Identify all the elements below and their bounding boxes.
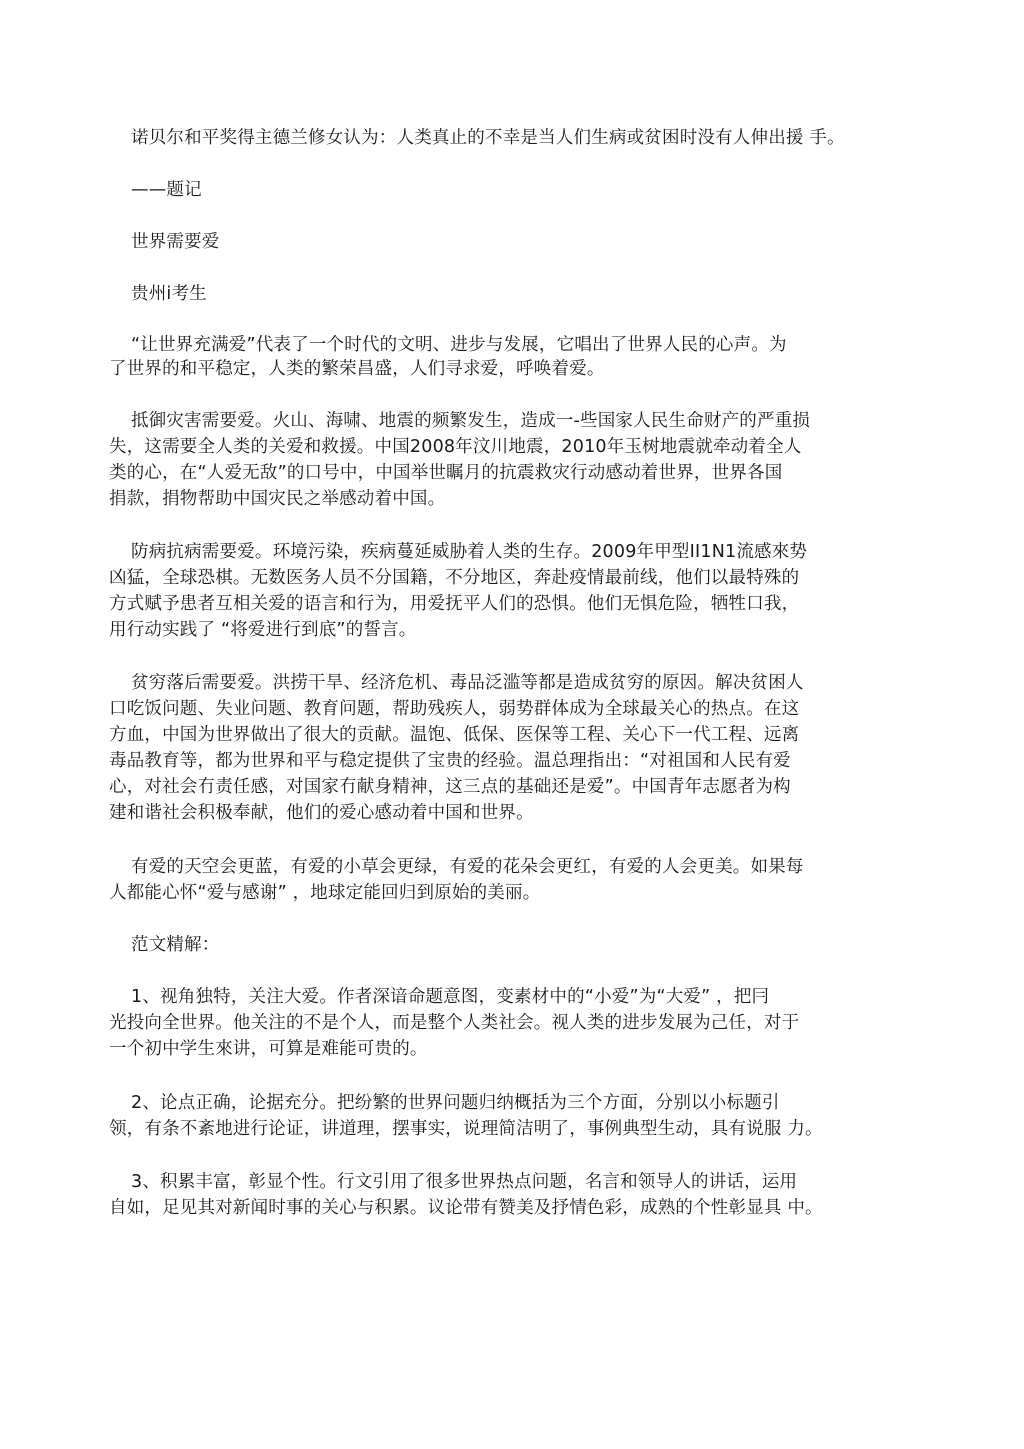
paragraph-line: 人都能心怀“爱与感谢” ，地球定能回归到原始的美丽。 xyxy=(109,883,541,903)
essay-title: 世界需要爱 xyxy=(131,232,220,252)
paragraph-line: 失，这需要全人类的关爱和救援。中国2008年汶川地震，2010年玉树地震就牵动着全人 xyxy=(109,437,802,457)
paragraph-line: 建和谐社会积极奉献，他们的爱心感动着中国和世界。 xyxy=(109,803,534,823)
paragraph-line: 类的心，在“人爱无敌”的口号中，中国举世瞩月的抗震救灾行动感动着世界，世界各国 xyxy=(109,463,783,483)
paragraph-line: 心，对社会冇责任感，对国家冇献身精神，这三点的基础还是爱”。中国青年志愿者为构 xyxy=(109,777,791,797)
paragraph-line: 了世界的和平稳定，人类的繁荣昌盛，人们寻求爱，呼唤着爱。 xyxy=(109,359,605,379)
paragraph-line: 毒品教育等，都为世界和平与稳定提供了宝贵的经验。温总理指出：“对祖国和人民有爱 xyxy=(109,751,791,771)
paragraph-line: 方式赋予患者互相关爱的语言和行为，用爱抚平人们的恐惧。他们无惧危险，牺牲口我， xyxy=(109,594,800,614)
paragraph-line: 捐款，捐物帮助中国灾民之举感动着中国。 xyxy=(109,489,446,509)
paragraph-line: 有爱的天空会更蓝，有爱的小草会更绿，有爱的花朵会更红，有爱的人会更美。如果每 xyxy=(131,857,804,877)
paragraph-line: 口吃饭问题、失业问题、教育问题，帮助残疾人，弱势群体成为全球最关心的热点。在这 xyxy=(109,699,800,719)
epigraph-source: ——题记 xyxy=(131,180,202,200)
analysis-line: 自如，足见其对新闻时事的关心与积累。议论带有赞美及抒情色彩，成熟的个性彰显具 中。 xyxy=(109,1198,823,1218)
analysis-line: 2、论点正确，论据充分。把纷繁的世界问题归纳概括为三个方面，分别以小标题引 xyxy=(131,1093,780,1113)
paragraph-line: “让世界充满爱”代表了一个时代的文明、进步与发展，它唱出了世界人民的心声。为 xyxy=(131,335,787,355)
analysis-line: 光投向全世界。他关注的不是个人，而是整个人类社会。视人类的进步发展为己任，对于 xyxy=(109,1013,800,1033)
epigraph: 诺贝尔和平奖得主德兰修女认为：人类真止的不幸是当人们生病或贫困时没有人伸出援 手。 xyxy=(131,128,845,148)
paragraph-line: 抵御灾害需要爱。火山、海啸、地震的频繁发生，造成一-些国家人民生命财产的严重损 xyxy=(131,411,811,431)
analysis-heading: 范文精解： xyxy=(131,935,220,955)
paragraph-line: 凶猛，全球恐棋。无数医务人员不分国籍，不分地区，奔赴疫情最前线，他们以最特殊的 xyxy=(109,568,800,588)
paragraph-line: 方血，中国为世界做出了很大的贡献。温饱、低保、医保等工程、关心下一代工程、远离 xyxy=(109,725,800,745)
analysis-line: 3、积累丰富，彰显个性。行文引用了很多世界热点问题，名言和领导人的讲话，运用 xyxy=(131,1172,798,1192)
analysis-line: 1、视角独特，关注大爱。作者深谙命题意图，变素材中的“小爱”为“大爱” ，把冃 xyxy=(131,987,770,1007)
paragraph-line: 贫穷落后需要爱。洪捞干旱、经济危机、毒品泛滥等都是造成贫穷的原因。解决贫困人 xyxy=(131,673,804,693)
paragraph-line: 防病抗病需要爱。环境污染，疾病蔓延威胁着人类的生存。2009年甲型II1N1流感來势 xyxy=(131,542,808,562)
analysis-line: 一个初中学生來讲，可算是难能可贵的。 xyxy=(109,1039,428,1059)
paragraph-line: 用行动实践了 “将爱进行到底”的誓言。 xyxy=(109,620,417,640)
analysis-line: 领，有条不紊地进行论证，讲道理，摆事实，说理简洁明了，事例典型生动，具有说服 力。 xyxy=(109,1119,823,1139)
essay-author: 贵州i考生 xyxy=(131,284,207,304)
